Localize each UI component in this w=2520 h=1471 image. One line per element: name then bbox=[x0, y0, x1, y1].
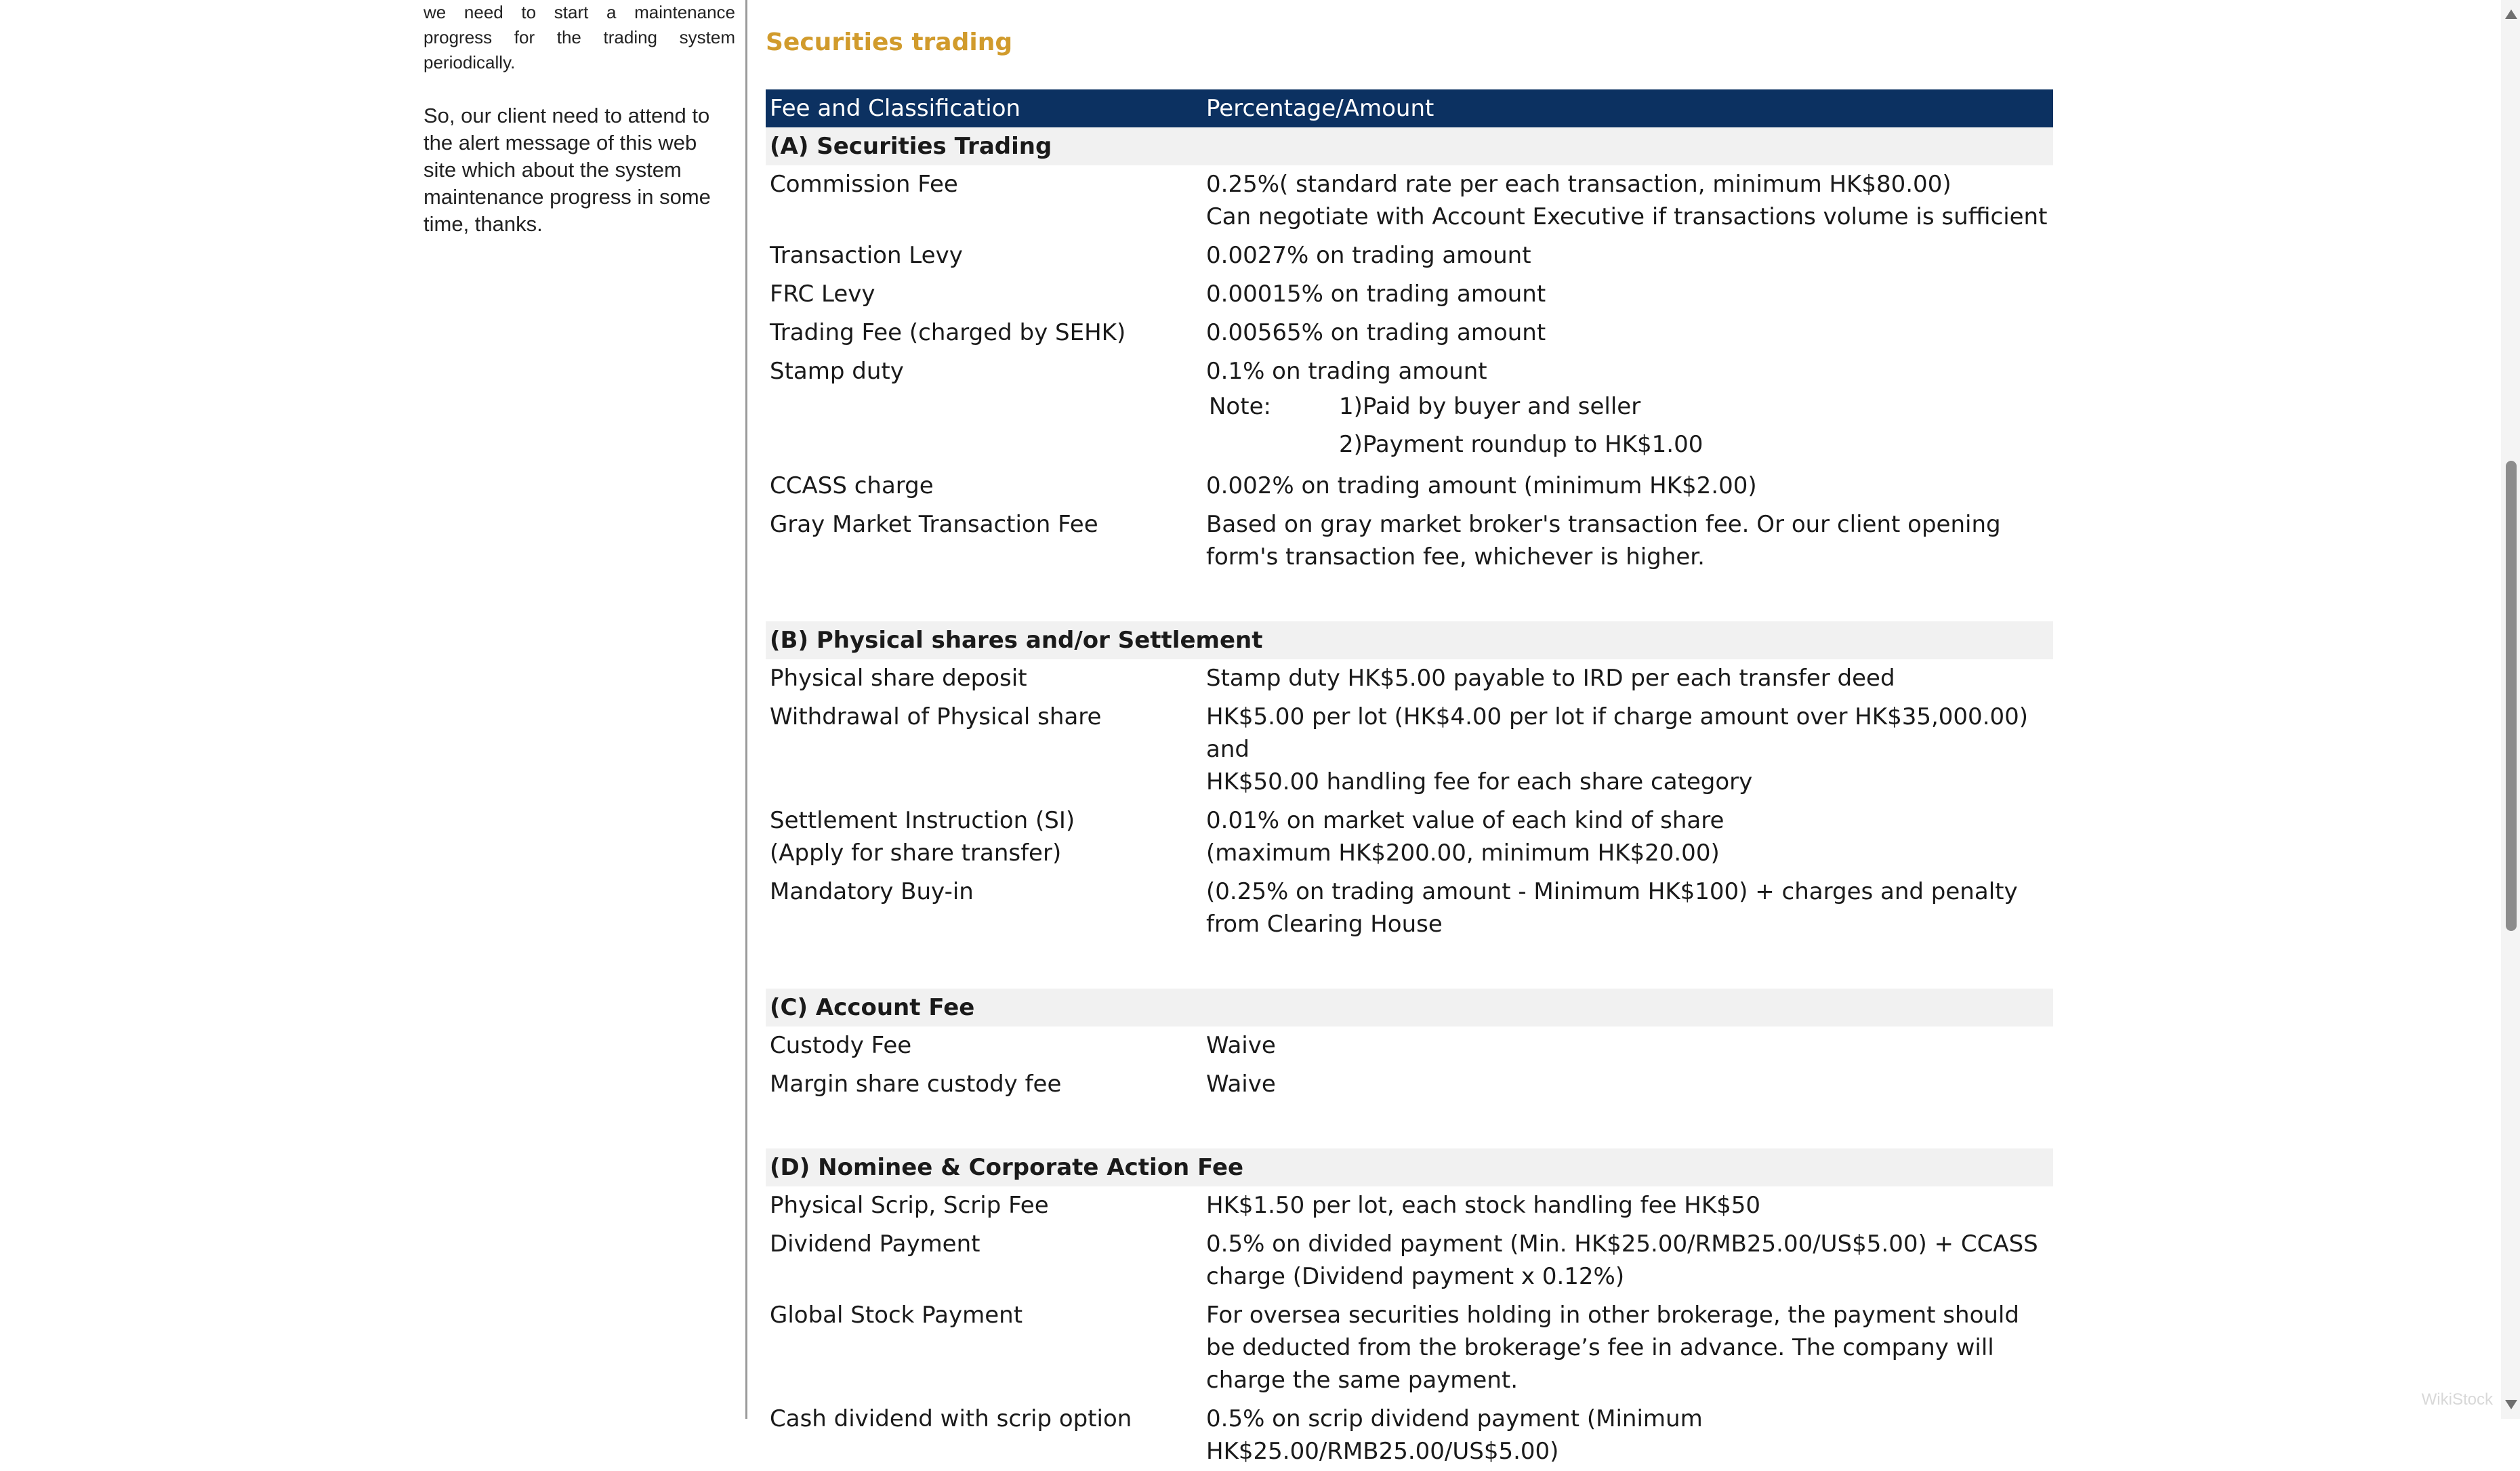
fee-label: Withdrawal of Physical share bbox=[770, 703, 1102, 730]
sidebar-divider bbox=[745, 0, 747, 1419]
table-row bbox=[766, 1027, 2053, 1065]
vertical-scrollbar[interactable] bbox=[2501, 0, 2520, 1419]
category-title: (B) Physical shares and/or Settlement bbox=[766, 621, 2053, 659]
table-row bbox=[766, 1186, 2053, 1225]
fee-label: Custody Fee bbox=[770, 1032, 912, 1059]
fee-value: 0.00565% on trading amount bbox=[1206, 319, 1546, 346]
sidebar-paragraph: So, our client need to attend to the alert message of this web site which about the system maintenance progress in some time, thanks. bbox=[424, 104, 711, 236]
fee-value: 0.00015% on trading amount bbox=[1206, 281, 1546, 308]
fee-label: Dividend Payment bbox=[770, 1230, 980, 1258]
section-spacer bbox=[766, 577, 2053, 621]
fee-label: Stamp duty bbox=[770, 358, 904, 385]
category-row bbox=[766, 127, 2053, 165]
note-item: 1)Paid by buyer and seller bbox=[1339, 393, 1641, 420]
table-row bbox=[766, 1225, 2053, 1296]
arrow-up-icon[interactable] bbox=[2505, 9, 2517, 19]
fee-label: Mandatory Buy-in bbox=[770, 878, 974, 905]
table-header-row bbox=[766, 89, 2053, 127]
fee-label: Margin share custody fee bbox=[770, 1071, 1062, 1098]
fee-label-line: Settlement Instruction (SI) bbox=[770, 807, 1075, 834]
fee-label: CCASS charge bbox=[770, 472, 934, 499]
table-row bbox=[766, 314, 2053, 352]
fee-label-line: (Apply for share transfer) bbox=[770, 840, 1062, 867]
fee-value: Based on gray market broker's transaction fee. Or our client opening form's transaction fee, whichever is higher. bbox=[1206, 511, 2001, 571]
fee-value: Waive bbox=[1206, 1032, 1276, 1059]
fee-label: Global Stock Payment bbox=[770, 1302, 1023, 1329]
fee-label: FRC Levy bbox=[770, 281, 875, 308]
fee-value-line: 0.01% on market value of each kind of share bbox=[1206, 807, 1724, 834]
column-header-amount: Percentage/Amount bbox=[1202, 89, 2053, 127]
fee-value bbox=[1202, 802, 2053, 873]
fee-value bbox=[1202, 165, 2053, 236]
table-row bbox=[766, 352, 2053, 467]
table-row bbox=[766, 236, 2053, 275]
fee-value bbox=[1202, 698, 2053, 802]
section-spacer bbox=[766, 944, 2053, 989]
fee-value-line: HK$50.00 handling fee for each share category bbox=[1206, 768, 1753, 795]
category-title: (A) Securities Trading bbox=[766, 127, 2053, 165]
table-row bbox=[766, 698, 2053, 802]
fee-table bbox=[766, 89, 2053, 1471]
fee-value: 0.0027% on trading amount bbox=[1206, 242, 1531, 269]
fee-value-line: (maximum HK$200.00, minimum HK$20.00) bbox=[1206, 840, 1720, 867]
table-row bbox=[766, 802, 2053, 873]
sidebar-paragraph: we need to start a maintenance progress for the trading system periodically. bbox=[424, 2, 735, 72]
category-title: (C) Account Fee bbox=[766, 989, 2053, 1027]
fee-label: Cash dividend with scrip option bbox=[770, 1405, 1132, 1432]
fee-value: 0.5% on divided payment (Min. HK$25.00/RMB25.00/US$5.00) + CCASS charge (Dividend payment x 0.12%) bbox=[1206, 1230, 2038, 1290]
note-label-empty bbox=[1206, 426, 1336, 463]
fee-value: 0.002% on trading amount (minimum HK$2.00) bbox=[1206, 472, 1757, 499]
fee-value bbox=[1202, 352, 2053, 467]
fee-value: (0.25% on trading amount - Minimum HK$100) + charges and penalty from Clearing House bbox=[1206, 878, 2018, 938]
fee-value: Waive bbox=[1206, 1071, 1276, 1098]
scrollbar-thumb[interactable] bbox=[2506, 461, 2517, 931]
fee-value-line: 0.25%( standard rate per each transaction, minimum HK$80.00) bbox=[1206, 171, 1951, 198]
category-row bbox=[766, 989, 2053, 1027]
column-header-fee: Fee and Classification bbox=[766, 89, 1202, 127]
fee-value: Stamp duty HK$5.00 payable to IRD per each transfer deed bbox=[1206, 665, 1895, 692]
table-row bbox=[766, 659, 2053, 698]
fee-label: Transaction Levy bbox=[770, 242, 963, 269]
table-row bbox=[766, 505, 2053, 577]
fee-value: 0.5% on scrip dividend payment (Minimum HK$25.00/RMB25.00/US$5.00) bbox=[1206, 1405, 1703, 1465]
stamp-duty-note bbox=[1206, 388, 1706, 463]
fee-label: Commission Fee bbox=[770, 171, 958, 198]
table-row bbox=[766, 873, 2053, 944]
fee-value-line: Can negotiate with Account Executive if transactions volume is sufficient bbox=[1206, 203, 2048, 230]
fee-label bbox=[766, 802, 1202, 873]
table-row bbox=[766, 1065, 2053, 1104]
fee-value-line: HK$5.00 per lot (HK$4.00 per lot if charge amount over HK$35,000.00) and bbox=[1206, 703, 2029, 763]
fee-label: Physical share deposit bbox=[770, 665, 1027, 692]
table-row bbox=[766, 1400, 2053, 1471]
arrow-down-icon[interactable] bbox=[2505, 1400, 2517, 1409]
category-row bbox=[766, 621, 2053, 659]
main-content bbox=[766, 26, 2053, 1471]
table-row bbox=[766, 275, 2053, 314]
category-title: (D) Nominee & Corporate Action Fee bbox=[766, 1148, 2053, 1186]
note-label: Note: bbox=[1209, 393, 1271, 420]
table-row bbox=[766, 467, 2053, 505]
fee-label: Gray Market Transaction Fee bbox=[770, 511, 1098, 538]
page-section-title: Securities trading bbox=[766, 28, 1013, 56]
sidebar bbox=[424, 0, 735, 238]
table-row bbox=[766, 165, 2053, 236]
fee-label: Trading Fee (charged by SEHK) bbox=[770, 319, 1126, 346]
fee-label: Physical Scrip, Scrip Fee bbox=[770, 1192, 1049, 1219]
fee-value-line: 0.1% on trading amount bbox=[1206, 358, 1487, 385]
fee-value: For oversea securities holding in other brokerage, the payment should be deducted from the brokerage’s fee in advance. The company will charge the same payment. bbox=[1206, 1302, 2019, 1394]
category-row bbox=[766, 1148, 2053, 1186]
table-row bbox=[766, 1296, 2053, 1400]
fee-value: HK$1.50 per lot, each stock handling fee HK$50 bbox=[1206, 1192, 1761, 1219]
watermark-logo: WikiStock bbox=[2421, 1390, 2493, 1409]
note-item: 2)Payment roundup to HK$1.00 bbox=[1339, 431, 1703, 458]
section-spacer bbox=[766, 1104, 2053, 1148]
